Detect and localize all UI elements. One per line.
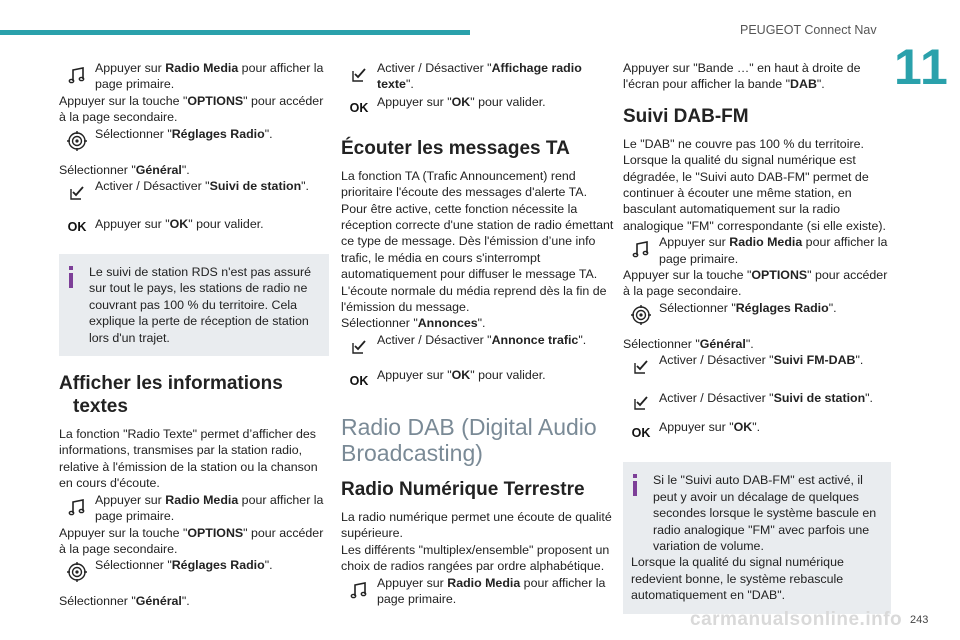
radio-settings-icon [623,300,659,330]
options-instruction-3: Appuyer sur la touche "OPTIONS" pour accéder à la page secondaire. [623,268,888,299]
general-instruction: Sélectionner "Général". [59,162,190,177]
step-toggle-traffic: Activer / Désactiver "Annonce trafic". [341,332,616,362]
info-icon [633,474,637,496]
music-note-icon [623,234,659,264]
step-settings-3: Sélectionner "Réglages Radio". [623,300,891,330]
info-note: Le suivi de station RDS n'est pas assuré sur tout le pays, les stations de radio ne couvrant pas 100 % du territoire. Cela explique la perte de réception de station lors d'un trajet. [59,254,329,356]
ok-icon: OK [631,426,651,441]
checkbox-toggle-icon [341,332,377,362]
ta-paragraph: La fonction TA (Trafic Announcement) rend prioritaire l'écoute des messages d'alerte TA. Pour être active, cette fonction nécessite la réception correcte d'une station de radio émettant ce type de message. Dès l'émission d’une info trafic, le média en cours s'interrompt automatiquement pour diffuser le message TA. L'écoute normale du média reprend dès la fin de l'émission du message. [341,168,614,315]
options-instruction: Appuyer sur la touche "OPTIONS" pour accéder à la page secondaire. [59,93,324,125]
checkbox-toggle-icon [59,178,95,208]
general-instruction-3: Sélectionner "Général". [623,336,754,351]
watermark: carmanualsonline.info [690,609,903,630]
music-note-icon [59,492,95,522]
band-instruction: Appuyer sur "Bande …" en haut à droite de l'écran pour afficher la bande "DAB". [623,61,861,92]
step-radio-media-2: Appuyer sur Radio Media pour afficher la page primaire. [59,492,329,525]
column-3 [623,60,891,614]
ok-icon: OK [67,219,87,234]
radio-settings-icon [59,557,95,587]
step-ok: OK Appuyer sur "OK" pour valider. [341,93,616,123]
suivi-paragraph: Le "DAB" ne couvre pas 100 % du territoire. Lorsque la qualité du signal numérique est dégradée, le "Suivi auto DAB-FM" permet de continuer à écouter une même station, en basculant automatiquement sur la radio analogique "FM" correspondante (si elle existe). [623,136,886,233]
section-heading-rnt: Radio Numérique Terrestre [341,478,585,500]
step-toggle-station-2: Activer / Désactiver "Suivi de station". [623,388,891,418]
checkbox-toggle-icon [341,60,377,90]
step-toggle-station: Activer / Désactiver "Suivi de station". [59,178,329,208]
info-note-dab: Si le "Suivi auto DAB-FM" est activé, il peut y avoir un décalage de quelques secondes lorsque le système bascule en radio analogique "FM" avec parfois une variation de volume. Lorsque la qualité du signal numérique redevient bonne, le système rebascule automatiquement en "DAB". [623,462,891,613]
music-note-icon [59,60,95,90]
step-settings: Sélectionner "Réglages Radio". [59,126,329,156]
step-ok-2: OK Appuyer sur "OK" pour valider. [341,366,616,396]
column-1 [59,60,329,610]
music-note-icon [341,575,377,605]
checkbox-toggle-icon [623,388,659,418]
step-toggle-radio-text: Activer / Désactiver "Affichage radio texte". [341,60,616,93]
step-radio-media: Appuyer sur Radio Media pour afficher la page primaire. [59,60,329,93]
section-heading-dab: Radio DAB (Digital Audio Broadcasting) [341,413,597,466]
announcements-instruction: Sélectionner "Annonces". [341,316,486,331]
section-heading-suivi: Suivi DAB-FM [623,105,749,127]
column-2 [341,60,616,607]
options-instruction-2: Appuyer sur la touche "OPTIONS" pour accéder à la page secondaire. [59,525,324,556]
step-radio-media-4: Appuyer sur Radio Media pour afficher la page primaire. [623,234,891,267]
info-icon [69,266,73,288]
header-title: PEUGEOT Connect Nav [740,23,877,37]
radio-text-paragraph: La fonction "Radio Texte" permet d’afficher des informations, transmises par la station radio, relative à l'émission de la station ou la chanson en cours d'écoute. [59,427,318,491]
ok-icon: OK [349,373,369,388]
chapter-number: 11 [894,39,949,95]
ok-icon: OK [349,100,369,115]
step-radio-media-3: Appuyer sur Radio Media pour afficher la page primaire. [341,575,616,608]
step-settings-2: Sélectionner "Réglages Radio". [59,557,329,587]
general-instruction-2: Sélectionner "Général". [59,594,190,609]
section-heading-radio-text: Afficher les informations textes [59,373,283,418]
step-toggle-fm-dab: Activer / Désactiver "Suivi FM-DAB". [623,352,891,382]
rnt-paragraph-2: Les différents "multiplex/ensemble" proposent un choix de radios rangées par ordre alphabétique. [341,542,610,574]
step-ok: OK Appuyer sur "OK" pour valider. [59,212,329,242]
header-accent-bar [0,30,470,35]
rnt-paragraph-1: La radio numérique permet une écoute de qualité supérieure. [341,509,612,541]
section-heading-ta: Écouter les messages TA [341,137,570,159]
page-number: 243 [910,614,929,626]
radio-settings-icon [59,126,95,156]
step-ok-3: OK Appuyer sur "OK". [623,418,891,448]
checkbox-toggle-icon [623,352,659,382]
